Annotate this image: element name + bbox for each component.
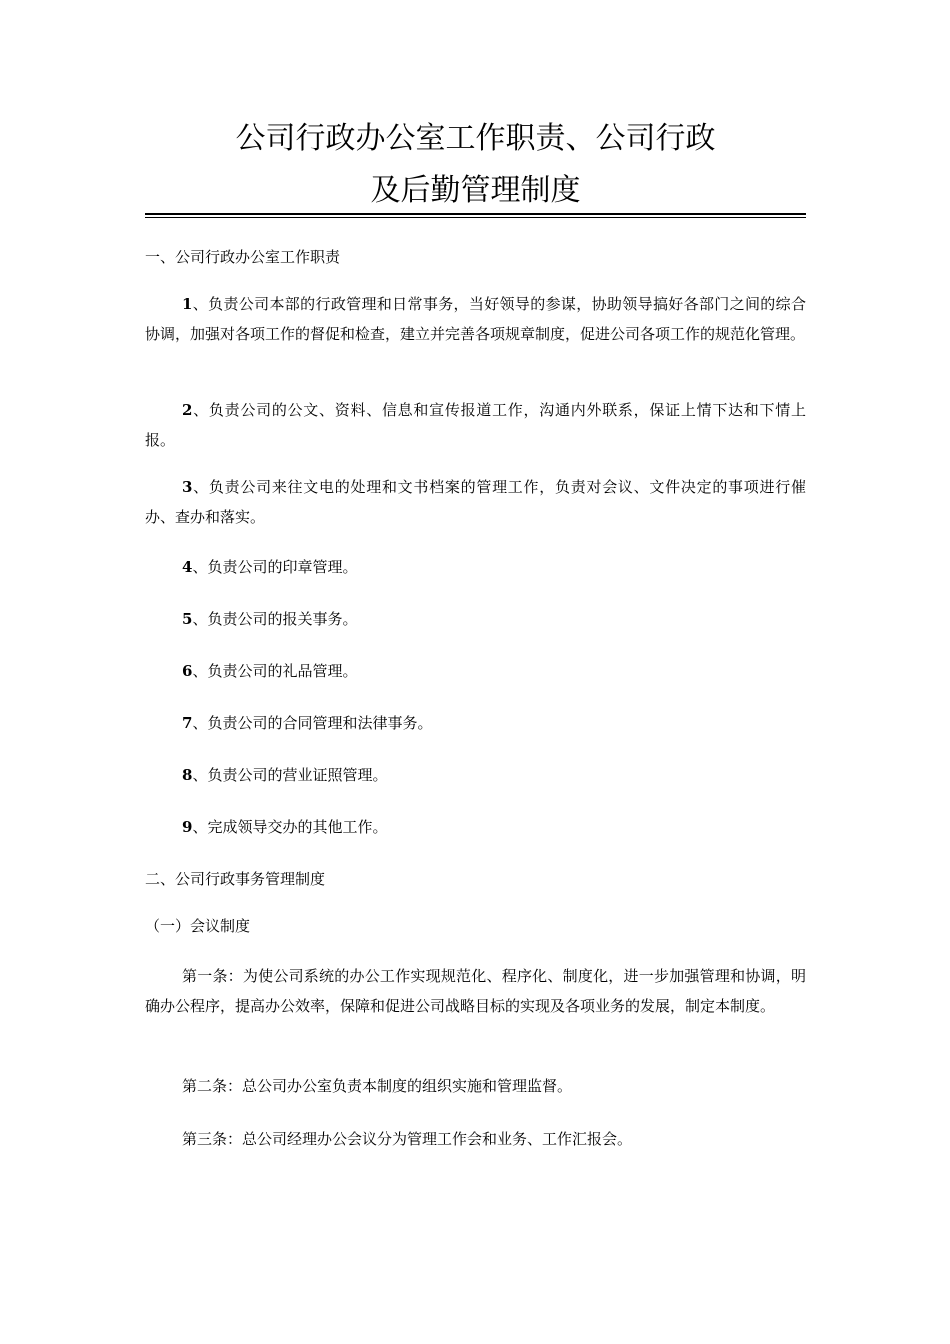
document-title-line-2: 及后勤管理制度 bbox=[370, 173, 581, 208]
duty-item-4-text: 、负责公司的印章管理。 bbox=[192, 558, 358, 576]
duty-item-4 bbox=[182, 557, 357, 577]
duty-item-9-number: 9 bbox=[182, 818, 193, 836]
meeting-system-subheading: （一）会议制度 bbox=[145, 917, 251, 935]
duty-item-7 bbox=[182, 713, 432, 733]
duty-item-8 bbox=[182, 765, 387, 785]
article-3: 第三条：总公司经理办公会议分为管理工作会和业务、工作汇报会。 bbox=[182, 1130, 633, 1148]
duty-item-2 bbox=[145, 395, 806, 455]
duty-item-1-text: 、负责公司本部的行政管理和日常事务，当好领导的参谋，协助领导搞好各部门之间的综合协调，加强对各项工作的督促和检查，建立并完善各项规章制度，促进公司各项工作的规范化管理。 bbox=[145, 295, 806, 343]
duty-item-3-number: 3 bbox=[182, 478, 193, 496]
duty-item-5-number: 5 bbox=[182, 610, 193, 628]
duty-item-6-number: 6 bbox=[182, 662, 193, 680]
duty-item-8-number: 8 bbox=[182, 766, 193, 784]
article-1: 第一条：为使公司系统的办公工作实现规范化、程序化、制度化，进一步加强管理和协调，明确办公程序，提高办公效率，保障和促进公司战略目标的实现及各项业务的发展，制定本制度。 bbox=[145, 967, 806, 1015]
duty-item-7-number: 7 bbox=[182, 714, 193, 732]
duty-item-5-text: 、负责公司的报关事务。 bbox=[192, 610, 358, 628]
title-double-rule bbox=[145, 213, 806, 218]
duty-item-2-text: 、负责公司的公文、资料、信息和宣传报道工作，沟通内外联系，保证上情下达和下情上报。 bbox=[145, 401, 806, 449]
duty-item-9-text: 、完成领导交办的其他工作。 bbox=[192, 818, 388, 836]
duty-item-6 bbox=[182, 661, 357, 681]
duty-item-5 bbox=[182, 609, 357, 629]
duty-item-4-number: 4 bbox=[182, 558, 193, 576]
document-title-line-1: 公司行政办公室工作职责、公司行政 bbox=[235, 121, 716, 156]
duty-item-7-text: 、负责公司的合同管理和法律事务。 bbox=[192, 714, 433, 732]
section-1-heading: 一、公司行政办公室工作职责 bbox=[145, 248, 341, 266]
duty-item-9 bbox=[182, 817, 387, 837]
duty-item-8-text: 、负责公司的营业证照管理。 bbox=[192, 766, 388, 784]
duty-item-3-text: 、负责公司来往文电的处理和文书档案的管理工作，负责对会议、文件决定的事项进行催办、查办和落实。 bbox=[145, 478, 806, 526]
duty-item-6-text: 、负责公司的礼品管理。 bbox=[192, 662, 358, 680]
duty-item-3 bbox=[145, 472, 806, 532]
article-2: 第二条：总公司办公室负责本制度的组织实施和管理监督。 bbox=[182, 1077, 573, 1095]
section-2-heading: 二、公司行政事务管理制度 bbox=[145, 870, 326, 888]
duty-item-1-number: 1 bbox=[182, 295, 193, 313]
duty-item-1 bbox=[145, 289, 806, 349]
duty-item-2-number: 2 bbox=[182, 401, 193, 419]
